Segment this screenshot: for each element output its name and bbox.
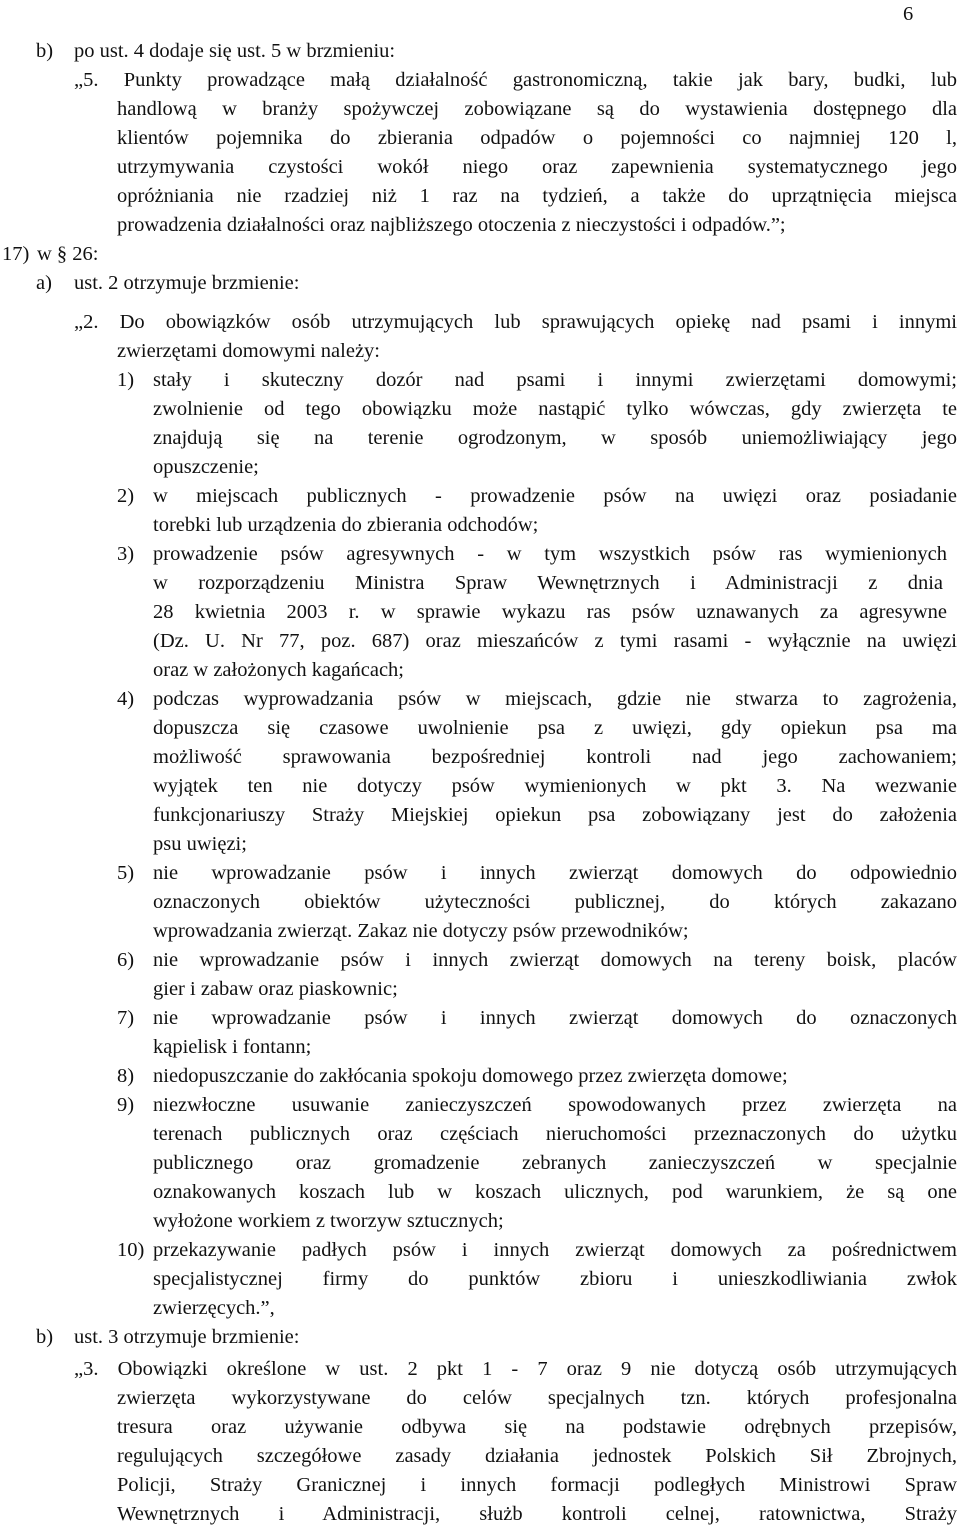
item-line: wyłożone workiem z tworzyw sztucznych; bbox=[153, 1210, 504, 1232]
item-line: oznaczonych obiektów użyteczności publicznej, do których zakazano bbox=[153, 891, 957, 913]
paragraph-line: „3. Obowiązki określone w ust. 2 pkt 1 - 7 oraz 9 nie dotyczą osób utrzymujących bbox=[74, 1358, 957, 1380]
paragraph-line: Wewnętrznych i Administracji, służb kontroli celnej, ratownictwa, Straży bbox=[117, 1503, 957, 1525]
item-line: oraz w założonych kagańcach; bbox=[153, 659, 404, 681]
item-line: oznakowanych koszach lub w koszach ulicznych, pod warunkiem, że są one bbox=[153, 1181, 957, 1203]
item-line: nie wprowadzanie psów i innych zwierząt domowych na tereny boisk, placów bbox=[153, 949, 957, 971]
item-line: zwolnienie od tego obowiązku może nastąpić tylko wówczas, gdy zwierzęta te bbox=[153, 398, 957, 420]
item-line: (Dz. U. Nr 77, poz. 687) oraz mieszańców z tymi rasami - wyłącznie na uwięzi bbox=[153, 630, 957, 652]
point-intro: po ust. 4 dodaje się ust. 5 w brzmieniu: bbox=[74, 40, 396, 62]
paragraph-line: handlową w branży spożywczej zobowiązane są do wystawienia dostępnego dla bbox=[117, 98, 957, 120]
item-line: wprowadzania zwierząt. Zakaz nie dotyczy psów przewodników; bbox=[153, 920, 689, 942]
item-line: psu uwięzi; bbox=[153, 833, 247, 855]
item-number: 3) bbox=[117, 543, 135, 565]
item-number: 1) bbox=[117, 369, 135, 391]
item-line: w miejscach publicznych - prowadzenie psów na uwięzi oraz posiadanie bbox=[153, 485, 957, 507]
item-line: niezwłoczne usuwanie zanieczyszczeń spowodowanych przez zwierzęta na bbox=[153, 1094, 957, 1116]
item-number: 10) bbox=[117, 1239, 145, 1261]
point-label-b: b) bbox=[36, 1326, 54, 1348]
paragraph-line: zwierzętami domowymi należy: bbox=[117, 340, 380, 362]
paragraph-line: „2. Do obowiązków osób utrzymujących lub sprawujących opiekę nad psami i innymi bbox=[74, 311, 957, 333]
item-line: publicznego oraz gromadzenie zebranych zanieczyszczeń w specjalnie bbox=[153, 1152, 957, 1174]
item-line: możliwość sprawowania bezpośredniej kontroli nad jego zachowaniem; bbox=[153, 746, 957, 768]
item-number: 8) bbox=[117, 1065, 135, 1087]
item-line: kąpielisk i fontann; bbox=[153, 1036, 312, 1058]
item-line: prowadzenie psów agresywnych - w tym wszystkich psów ras wymienionych bbox=[153, 543, 947, 565]
item-line: w rozporządzeniu Ministra Spraw Wewnętrznych i Administracji z dnia bbox=[153, 572, 943, 594]
paragraph-line: klientów pojemnika do zbierania odpadów o pojemności co najmniej 120 l, bbox=[117, 127, 957, 149]
point-label-b: b) bbox=[36, 40, 54, 62]
paragraph-line: Policji, Straży Granicznej i innych formacji podległych Ministrowi Spraw bbox=[117, 1474, 957, 1496]
item-line: terenach publicznych oraz częściach nieruchomości przeznaczonych do użytku bbox=[153, 1123, 957, 1145]
item-number: 9) bbox=[117, 1094, 135, 1116]
paragraph-line: utrzymywania czystości wokół niego oraz zapewnienia systematycznego jego bbox=[117, 156, 957, 178]
item-line: zwierzęcych.”, bbox=[153, 1297, 275, 1319]
item-line: stały i skuteczny dozór nad psami i innymi zwierzętami domowymi; bbox=[153, 369, 957, 391]
item-line: znajdują się na terenie ogrodzonym, w sposób uniemożliwiający jego bbox=[153, 427, 957, 449]
paragraph-line: tresura oraz używanie odbywa się na podstawie odrębnych przepisów, bbox=[117, 1416, 957, 1438]
item-line: dopuszcza się czasowe uwolnienie psa z uwięzi, gdy opiekun psa ma bbox=[153, 717, 957, 739]
item-line: 28 kwietnia 2003 r. w sprawie wykazu ras psów uznawanych za agresywne bbox=[153, 601, 947, 623]
item-line: funkcjonariuszy Straży Miejskiej opiekun psa zobowiązany jest do założenia bbox=[153, 804, 957, 826]
section-text: w § 26: bbox=[37, 243, 99, 265]
item-line: nie wprowadzanie psów i innych zwierząt domowych do odpowiednio bbox=[153, 862, 957, 884]
item-line: wyjątek ten nie dotyczy psów wymienionych w pkt 3. Na wezwanie bbox=[153, 775, 957, 797]
page-number: 6 bbox=[903, 3, 914, 25]
item-line: przekazywanie padłych psów i innych zwierząt domowych za pośrednictwem bbox=[153, 1239, 957, 1261]
paragraph-line: regulujących szczegółowe zasady działania jednostek Polskich Sił Zbrojnych, bbox=[117, 1445, 957, 1467]
item-line: gier i zabaw oraz piaskownic; bbox=[153, 978, 398, 1000]
item-number: 4) bbox=[117, 688, 135, 710]
paragraph-line: opróżniania nie rzadziej niż 1 raz na tydzień, a także do uprzątnięcia miejsca bbox=[117, 185, 957, 207]
paragraph-line: prowadzenia działalności oraz najbliższego otoczenia z nieczystości i odpadów.”; bbox=[117, 214, 786, 236]
item-line: torebki lub urządzenia do zbierania odchodów; bbox=[153, 514, 539, 536]
item-line: niedopuszczanie do zakłócania spokoju domowego przez zwierzęta domowe; bbox=[153, 1065, 788, 1087]
paragraph-line: zwierzęta wykorzystywane do celów specjalnych tzn. których profesjonalna bbox=[117, 1387, 957, 1409]
point-intro: ust. 3 otrzymuje brzmienie: bbox=[74, 1326, 300, 1348]
section-label-17: 17) bbox=[2, 243, 30, 265]
item-number: 7) bbox=[117, 1007, 135, 1029]
item-line: nie wprowadzanie psów i innych zwierząt domowych do oznaczonych bbox=[153, 1007, 957, 1029]
item-number: 2) bbox=[117, 485, 135, 507]
item-number: 5) bbox=[117, 862, 135, 884]
point-label-a: a) bbox=[36, 272, 52, 294]
item-number: 6) bbox=[117, 949, 135, 971]
paragraph-line: „5. Punkty prowadzące małą działalność gastronomiczną, takie jak bary, budki, lub bbox=[74, 69, 957, 91]
item-line: specjalistycznej firmy do punktów zbioru i unieszkodliwiania zwłok bbox=[153, 1268, 957, 1290]
item-line: opuszczenie; bbox=[153, 456, 259, 478]
item-line: podczas wyprowadzania psów w miejscach, gdzie nie stwarza to zagrożenia, bbox=[153, 688, 957, 710]
point-intro: ust. 2 otrzymuje brzmienie: bbox=[74, 272, 300, 294]
